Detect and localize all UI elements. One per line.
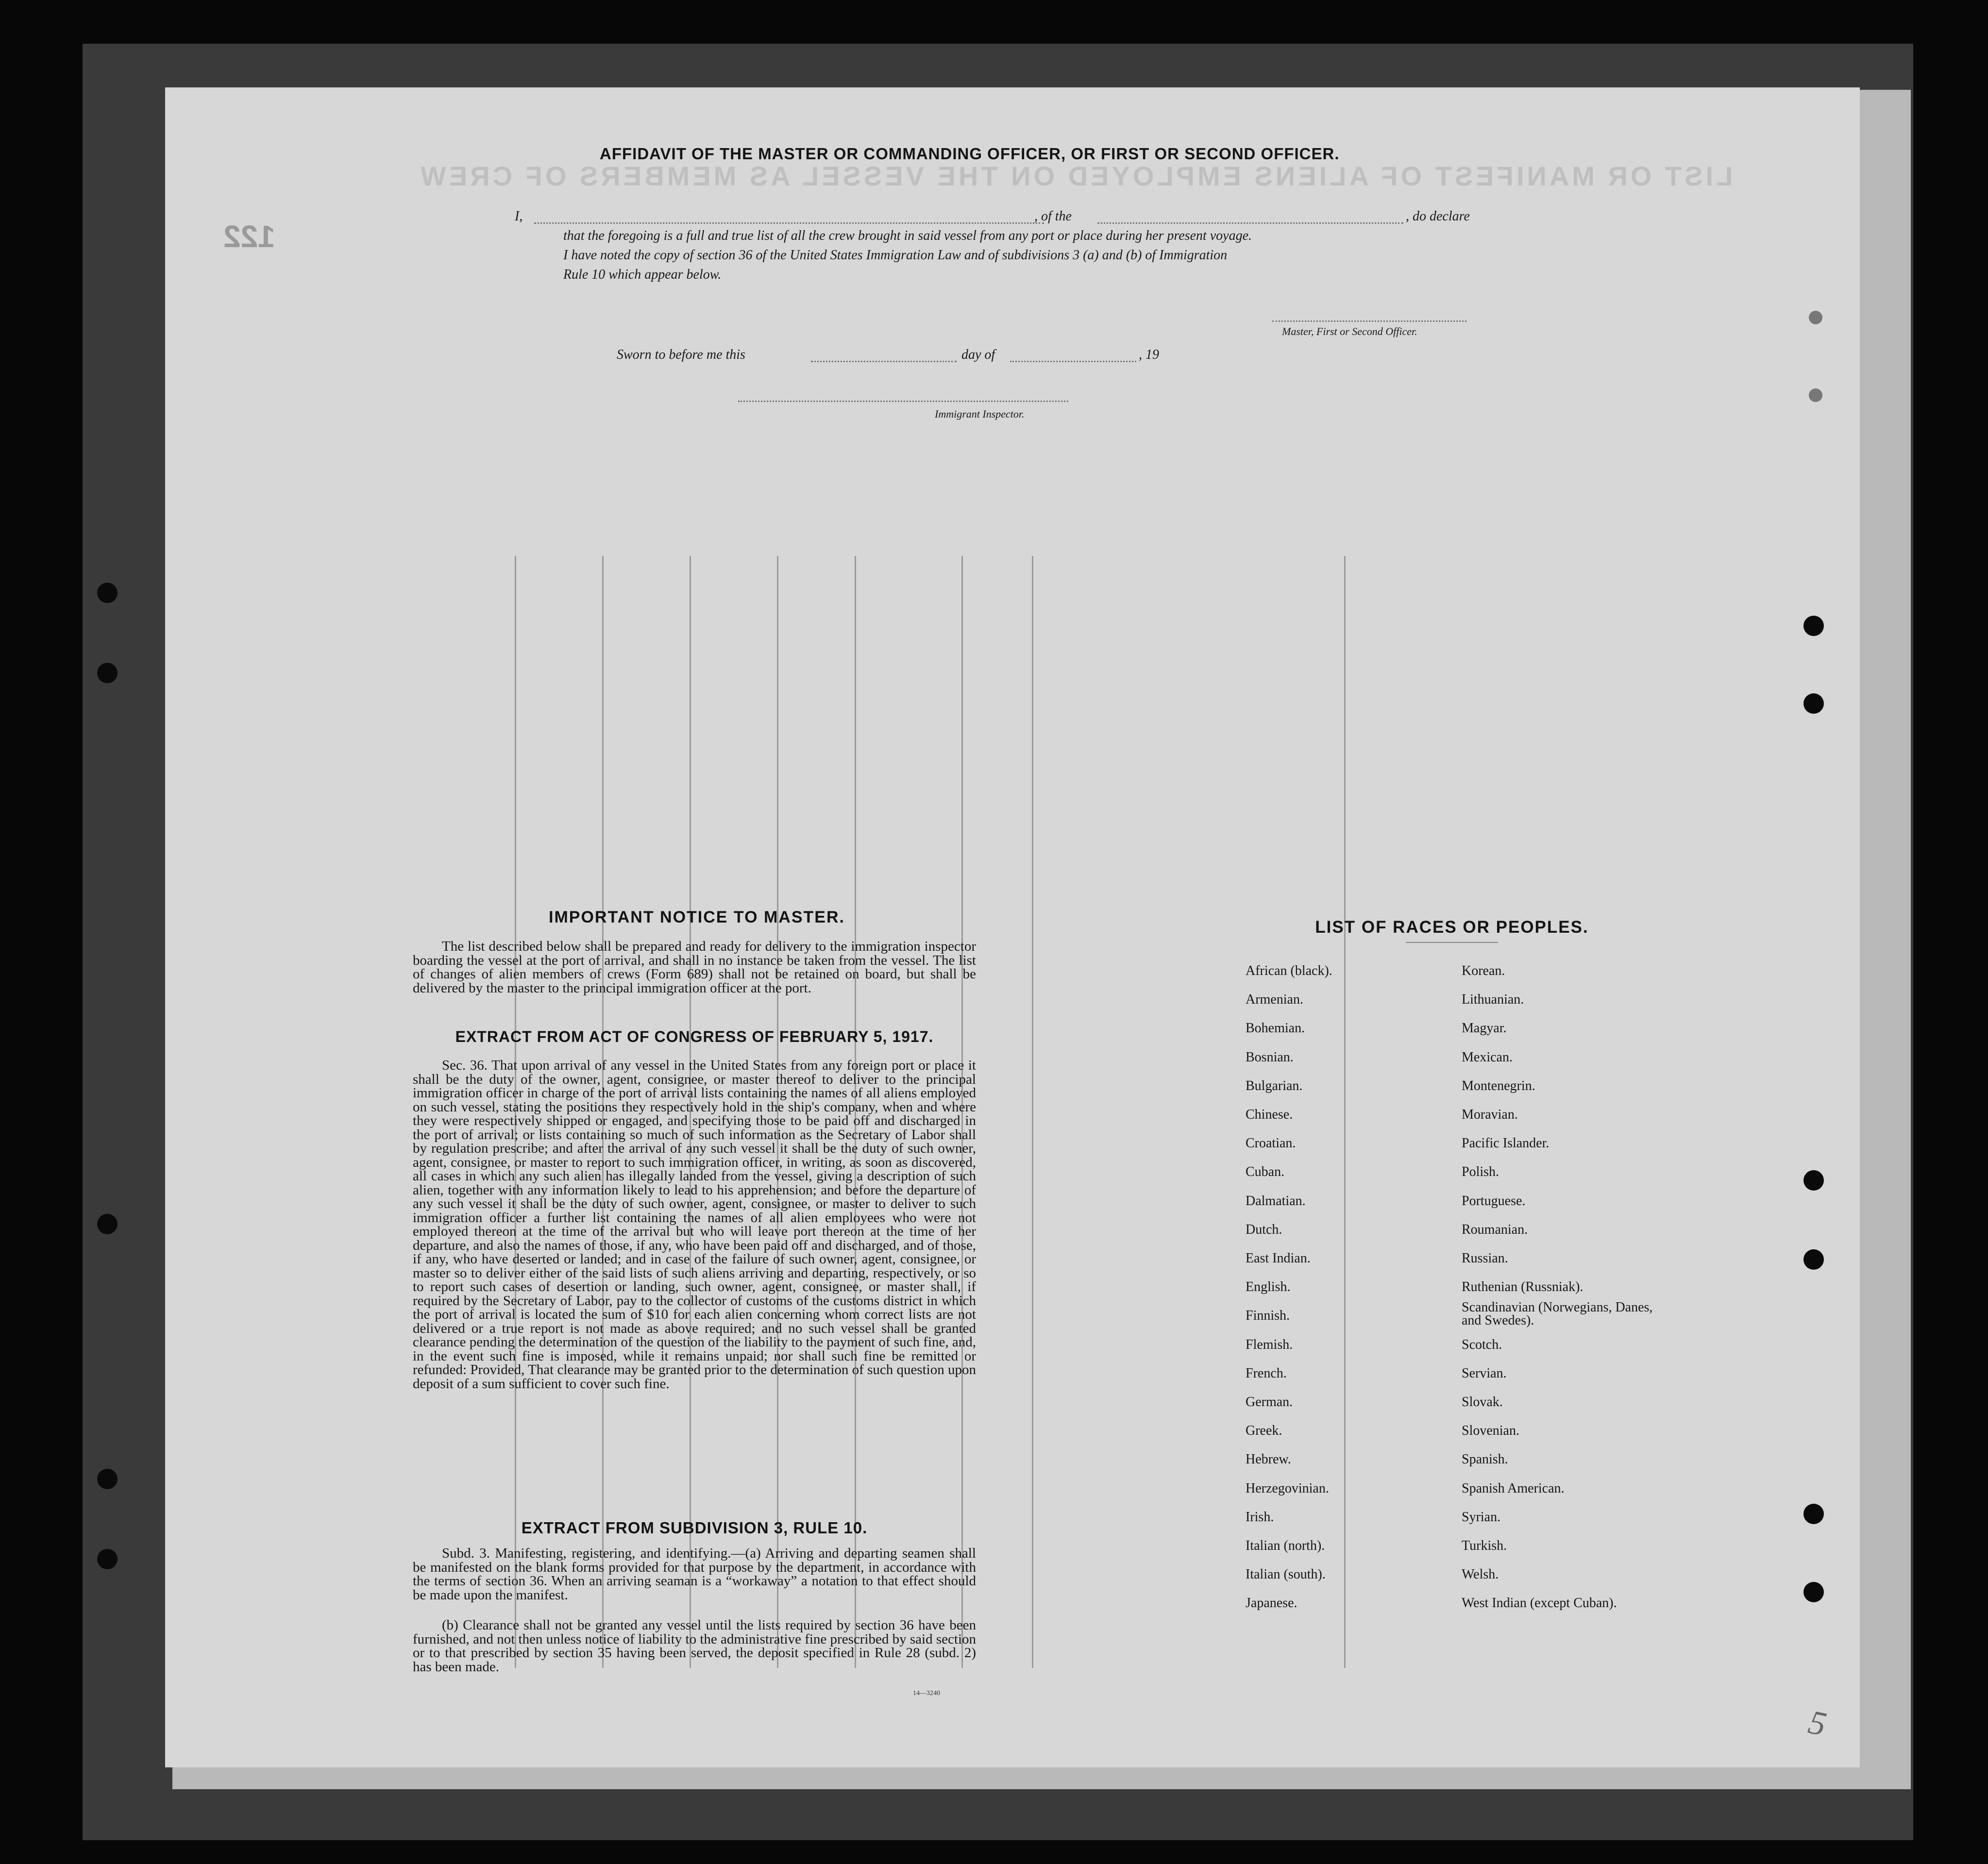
race-item: Spanish. (1462, 1452, 1508, 1467)
race-item: African (black). (1246, 963, 1332, 978)
margin-mark (1809, 388, 1822, 402)
race-item: Dutch. (1246, 1222, 1282, 1237)
form-number: 14—3240 (913, 1690, 940, 1697)
race-item: Servian. (1462, 1365, 1507, 1381)
race-item: Italian (south). (1246, 1567, 1326, 1582)
race-item: Hebrew. (1246, 1452, 1291, 1467)
race-item: Armenian. (1246, 992, 1303, 1008)
column-rule (1344, 556, 1346, 1668)
day-of-label: day of (961, 347, 995, 362)
inspector-signature-line (738, 401, 1068, 402)
race-item: Mexican. (1462, 1049, 1513, 1065)
race-item: Slovak. (1462, 1394, 1503, 1410)
year-label: , 19 (1139, 347, 1159, 362)
corner-mark: 5 (1805, 1703, 1830, 1744)
race-item: Turkish. (1462, 1538, 1507, 1553)
act-extract-text: Sec. 36. That upon arrival of any vessel in the United States from any foreign port or place it shall be the duty of the owner, agent, consignee, or master thereof to deliver to the principal immigration officer in charge of the port of arrival lists containing the names of all aliens employed on such vessel, stating the positions they respectively hold in the ship's company, when and where they were respectively shipped or engaged, and specifying those to be paid off and discharged in the port of arrival; or lists containing so much of such information as the Secretary of Labor shall by regulation prescribe; and after the arrival of any such vessel it shall be the duty of such owner, agent, consignee, or master to report to such immigration officer, in writing, as soon as discovered, all cases in which any such alien has illegally landed from the vessel, giving a description of such alien, together with any information likely to lead to his apprehension; and before the departure of any such vessel it shall be the duty of such owner, agent, consignee, or master to deliver to such immigration officer a further list containing the names of all alien employees who were not employed thereon at the time of the arrival but who will leave port thereon at the time of her departure, and also the names of those, if any, who have been paid off and discharged, and of those, if any, who have deserted or landed; and in case of the failure of such owner, agent, consignee, or master so to deliver either of the said lists of such aliens arriving and departing, respectively, or so to report such cases of desertion or landing, such owner, agent, consignee, or master shall, if required by the Secretary of Labor, pay to the collector of customs of the customs district in which the port of arrival is located the sum of $10 for each alien concerning whom correct lists are not delivered or a true report is not made as above required; and no such vessel shall be granted clearance pending the determination of the question of the liability to the payment of such fine, and, in the event such fine is imposed, while it remains unpaid; nor shall such fine be remitted or refunded: Provided, That clearance may be granted prior to the determination of such question upon deposit of a sum sufficient to cover such fine. (413, 1058, 976, 1392)
bleed-through-heading: LIST OR MANIFEST OF ALIENS EMPLOYED ON THE VESSEL AS MEMBERS OF CREW (418, 161, 1733, 191)
race-item: West Indian (except Cuban). (1462, 1595, 1617, 1611)
affidavit-of-the: , of the (1034, 209, 1072, 224)
binder-hole (1803, 1504, 1824, 1524)
column-rule (1032, 556, 1033, 1668)
race-item: Slovenian. (1462, 1423, 1519, 1439)
notice-heading: IMPORTANT NOTICE TO MASTER. (549, 908, 845, 926)
race-item: Welsh. (1462, 1567, 1499, 1582)
sworn-month-line (1010, 361, 1136, 362)
race-item: Scandinavian (Norwegians, Danes, and Swedes). (1462, 1300, 1653, 1328)
race-item: Japanese. (1246, 1595, 1297, 1611)
affidavit-line-3: I have noted the copy of section 36 of the United States Immigration Law and of subdivisions 3 (a) and (b) of Immigration (563, 248, 1228, 263)
race-item: Herzegovinian. (1246, 1480, 1329, 1496)
race-item: East Indian. (1246, 1251, 1311, 1266)
affidavit-heading: AFFIDAVIT OF THE MASTER OR COMMANDING OFFICER, OR FIRST OR SECOND OFFICER. (600, 145, 1340, 163)
race-item: Bohemian. (1246, 1021, 1305, 1036)
rule-extract-heading: EXTRACT FROM SUBDIVISION 3, RULE 10. (521, 1519, 868, 1537)
notice-text: The list described below shall be prepared and ready for delivery to the immigration inspector boarding the vessel at the port of arrival, and shall in no instance be taken from the vessel. The list of changes of alien members of crews (Form 689) shall not be retained on board, but shall be delivered by the master to the principal immigration officer at the port. (413, 939, 976, 996)
rule-extract-text-a: Subd. 3. Manifesting, registering, and identifying.—(a) Arriving and departing seamen shall be manifested on the blank forms provided for that purpose by the department, in accordance with the terms of section 36. When an arriving seaman is a “workaway” a notation to that effect should be made upon the manifest. (413, 1545, 976, 1603)
race-item: Dalmatian. (1246, 1193, 1306, 1209)
race-item: Spanish American. (1462, 1480, 1565, 1496)
race-item: German. (1246, 1394, 1293, 1410)
race-item: Lithuanian. (1462, 992, 1524, 1008)
signature-line (1272, 320, 1466, 322)
race-item: Greek. (1246, 1423, 1282, 1439)
sworn-label: Sworn to before me this (617, 347, 745, 362)
binder-hole (97, 1469, 118, 1489)
binder-hole (1803, 1249, 1824, 1270)
race-item: Ruthenian (Russniak). (1462, 1279, 1584, 1295)
binder-hole (1803, 616, 1824, 636)
margin-mark (1809, 311, 1822, 324)
race-item: Bosnian. (1246, 1049, 1294, 1065)
affidavit-declare: , do declare (1406, 209, 1470, 224)
race-item: English. (1246, 1279, 1291, 1295)
race-item: Pacific Islander. (1462, 1136, 1550, 1151)
name-field-line (534, 222, 1044, 224)
race-item: Roumanian. (1462, 1222, 1528, 1237)
race-item: Polish. (1462, 1164, 1499, 1180)
affidavit-i-label: I, (515, 209, 523, 224)
race-item: Irish. (1246, 1509, 1274, 1525)
binder-hole (1803, 693, 1824, 714)
page-mark: 122 (223, 219, 275, 254)
binder-hole (1803, 1170, 1824, 1191)
race-item: Finnish. (1246, 1308, 1290, 1324)
race-item: Flemish. (1246, 1337, 1293, 1352)
race-item: Syrian. (1462, 1509, 1501, 1525)
act-extract-heading: EXTRACT FROM ACT OF CONGRESS OF FEBRUARY 5, 1917. (455, 1028, 934, 1045)
race-item: Korean. (1462, 963, 1505, 978)
race-item: Italian (north). (1246, 1538, 1325, 1553)
race-item: Cuban. (1246, 1164, 1285, 1180)
sworn-day-line (811, 361, 957, 362)
affidavit-line-2: that the foregoing is a full and true list of all the crew brought in said vessel from any port or place during her present voyage. (563, 228, 1252, 243)
race-item: French. (1246, 1365, 1287, 1381)
binder-hole (97, 1214, 118, 1234)
binder-hole (97, 663, 118, 683)
binder-hole (97, 583, 118, 603)
binder-hole (1803, 1582, 1824, 1602)
affidavit-line-4: Rule 10 which appear below. (563, 267, 722, 282)
rule-extract-text-b: (b) Clearance shall not be granted any vessel until the lists required by section 36 have been furnished, and not then unless notice of liability to the administrative fine prescribed by said section or to that prescribed by section 35 having been served, the deposit specified in Rule 28 (subd. 2) has been made. (413, 1617, 976, 1675)
binder-hole (97, 1549, 118, 1569)
race-item: Montenegrin. (1462, 1078, 1535, 1093)
vessel-field-line (1097, 222, 1403, 224)
race-item: Moravian. (1462, 1107, 1518, 1122)
race-item: Russian. (1462, 1251, 1508, 1266)
race-item: Magyar. (1462, 1021, 1507, 1036)
manifest-page (165, 87, 1860, 1767)
race-item: Croatian. (1246, 1136, 1296, 1151)
inspector-caption: Immigrant Inspector. (935, 408, 1025, 420)
race-item: Bulgarian. (1246, 1078, 1303, 1093)
races-heading: LIST OF RACES OR PEOPLES. (1315, 918, 1589, 937)
race-item: Chinese. (1246, 1107, 1293, 1122)
race-item: Portuguese. (1462, 1193, 1526, 1209)
race-item: Scotch. (1462, 1337, 1502, 1352)
races-heading-rule (1406, 942, 1498, 943)
signature-caption: Master, First or Second Officer. (1282, 325, 1417, 337)
